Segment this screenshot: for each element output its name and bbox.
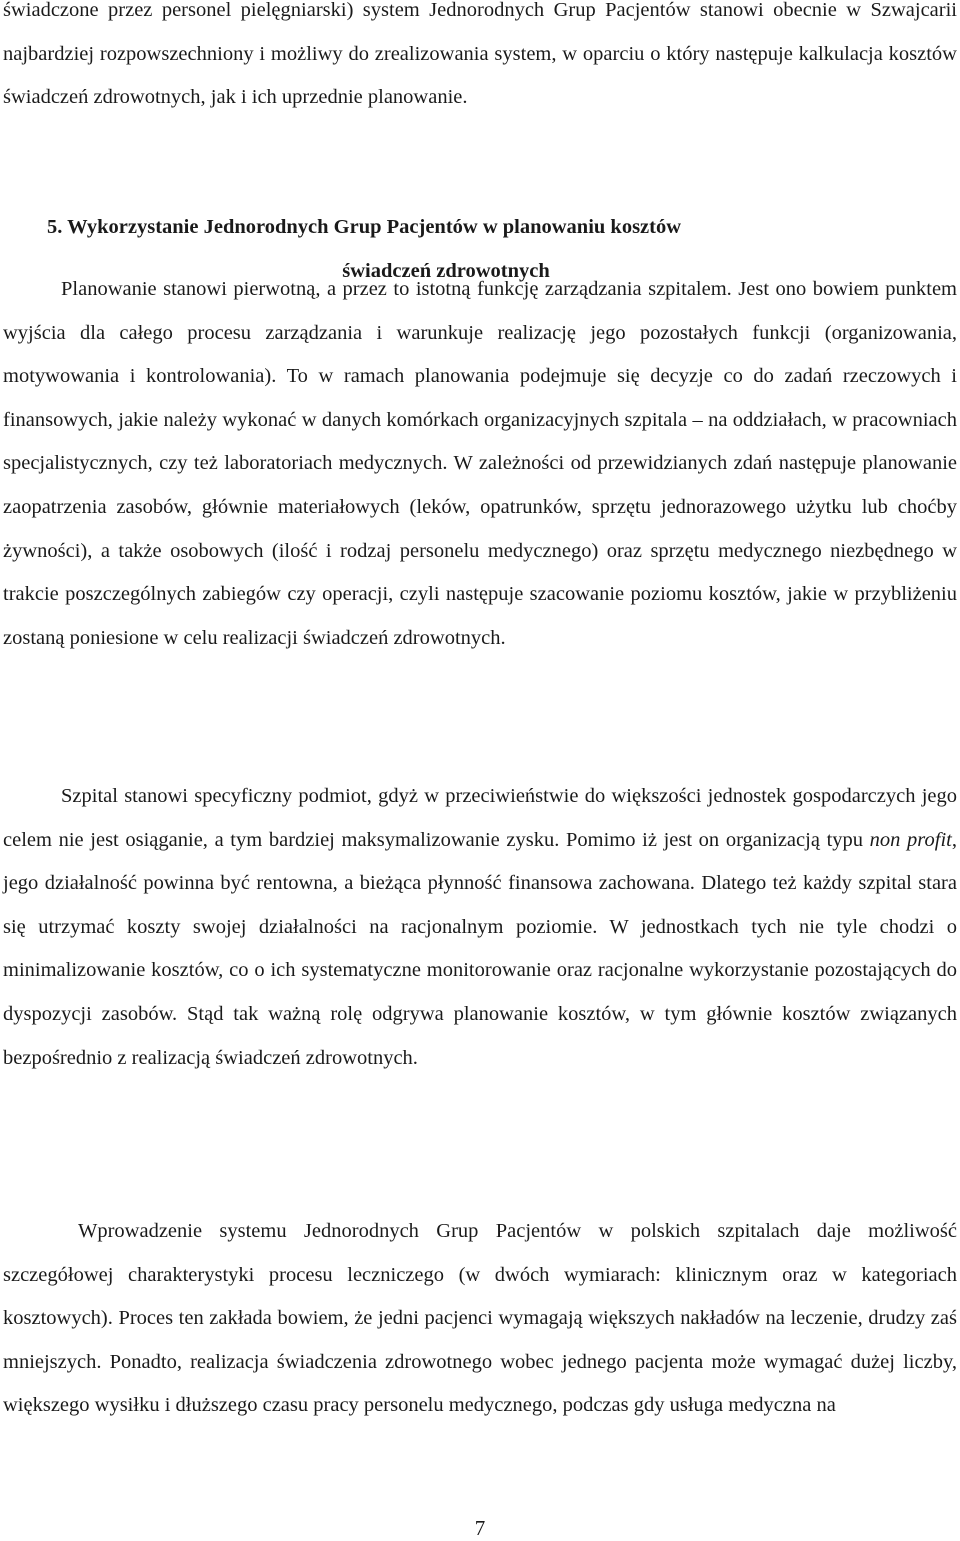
paragraph-4-text: Wprowadzenie systemu Jednorodnych Grup Pacjentów w polskich szpitalach daje możliwość szczegółowej charakterystyki procesu leczniczego (w dwóch wymiarach: klinicznym oraz w kategoriach kosztowych). Proces ten zakłada bowiem, że jedni pacjenci wymagają większych nakładów na leczenie, drudzy zaś mniejszych. Ponadto, realizacja świadczenia zdrowotnego wobec jednego pacjenta może wymagać dużej liczby, większego wysiłku i dłuższego czasu pracy personelu medycznego, podczas gdy usługa medyczna na [3, 1220, 957, 1417]
paragraph-2 [3, 268, 957, 660]
paragraph-3-text-a: Szpital stanowi specyficzny podmiot, gdyż w przeciwieństwie do większości jednostek gospodarczych jego celem nie jest osiąganie, a tym bardziej maksymalizowanie zysku. Pomimo iż jest on organizacją typu [3, 785, 957, 851]
paragraph-4 [3, 1210, 957, 1428]
paragraph-3-text-b: , jego działalność powinna być rentowna, a bieżąca płynność finansowa zachowana. Dlatego też każdy szpital stara się utrzymać koszty swojej działalności na racjonalnym poziomie. W jednostkach tych nie tyle chodzi o minimalizowanie kosztów, co o ich systematyczne monitorowanie oraz racjonalne wykorzystanie pozostających do dyspozycji zasobów. Stąd tak ważną rolę odgrywa planowanie kosztów, w tym głównie kosztów związanych bezpośrednio z realizacją świadczeń zdrowotnych. [3, 828, 957, 1069]
paragraph-1 [3, 0, 957, 120]
section-heading-line-1: 5. Wykorzystanie Jednorodnych Grup Pacjentów w planowaniu kosztów [47, 216, 682, 238]
page-number: 7 [474, 1516, 486, 1540]
paragraph-1-text: świadczone przez personel pielęgniarski) system Jednorodnych Grup Pacjentów stanowi obecnie w Szwajcarii najbardziej rozpowszechniony i możliwy do zrealizowania system, w oparciu o który następuje kalkulacja kosztów świadczeń zdrowotnych, jak i ich uprzednie planowanie. [3, 0, 957, 109]
section-heading-line-2: świadczeń zdrowotnych [342, 260, 550, 282]
paragraph-2-text: Planowanie stanowi pierwotną, a przez to istotną funkcję zarządzania szpitalem. Jest ono bowiem punktem wyjścia dla całego procesu zarządzania i warunkuje realizację jego pozostałych funkcji (organizowania, motywowania i kontrolowania). To w ramach planowania podejmuje się decyzje co do zadań rzeczowych i finansowych, jakie należy wykonać w danych komórkach organizacyjnych szpitala – na oddziałach, w pracowniach specjalistycznych, czy też laboratoriach medycznych. W zależności od przewidzianych zdań następuje planowanie zaopatrzenia zasobów, głównie materiałowych (leków, opatrunków, sprzętu jednorazowego użytku lub choćby żywności), a także osobowych (ilość i rodzaj personelu medycznego) oraz sprzętu medycznego niezbędnego w trakcie poszczególnych zabiegów czy operacji, czyli następuje szacowanie poziomu kosztów, jakie w przybliżeniu zostaną poniesione w celu realizacji świadczeń zdrowotnych. [3, 278, 957, 649]
paragraph-3 [3, 775, 957, 1080]
paragraph-3-italic-term: non profit [869, 828, 952, 851]
